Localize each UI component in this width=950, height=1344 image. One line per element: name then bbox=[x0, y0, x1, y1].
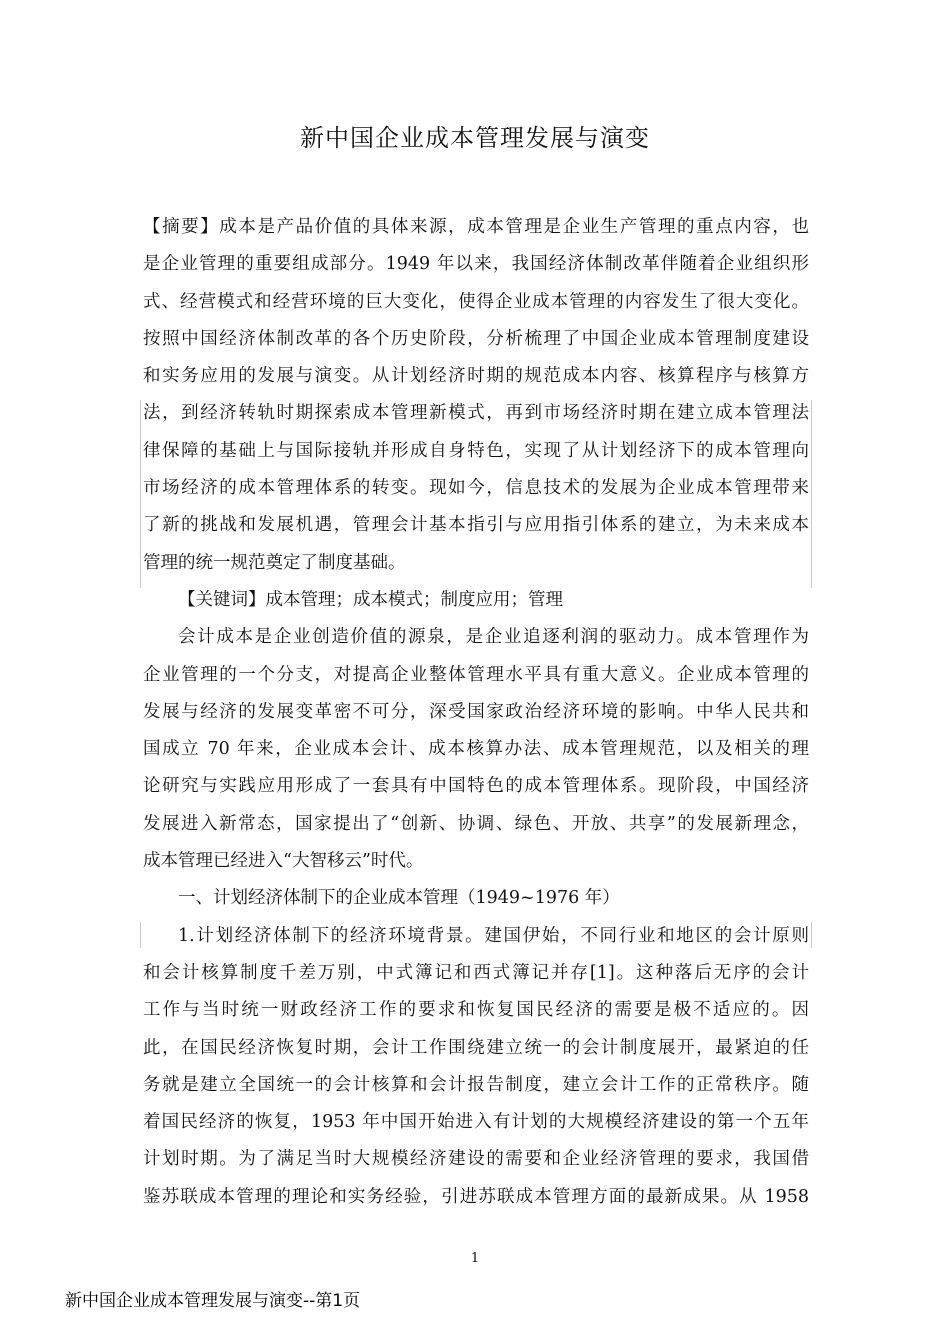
text-line: 论研究与实践应用形成了一套具有中国特色的成本管理体系。现阶段，中国经济 bbox=[143, 776, 809, 797]
text-line: 1.计划经济体制下的经济环境背景。建国伊始，不同行业和地区的会计原则 bbox=[178, 925, 809, 946]
text-line: 律保障的基础上与国际接轨并形成自身特色，实现了从计划经济下的成本管理向 bbox=[143, 440, 809, 461]
text-line: 【关键词】成本管理；成本模式；制度应用；管理 bbox=[178, 589, 563, 610]
margin-rule-left bbox=[140, 400, 141, 588]
text-line: 国成立 70 年来，企业成本会计、成本核算办法、成本管理规范，以及相关的理 bbox=[143, 739, 809, 760]
text-line: 式、经营模式和经营环境的巨大变化，使得企业成本管理的内容发生了很大变化。 bbox=[143, 291, 809, 312]
text-line: 鉴苏联成本管理的理论和实务经验，引进苏联成本管理方面的最新成果。从 1958 bbox=[143, 1186, 809, 1207]
margin-rule-right-2 bbox=[811, 922, 812, 948]
text-line: 按照中国经济体制改革的各个历史阶段，分析梳理了中国企业成本管理制度建设 bbox=[143, 328, 809, 349]
text-line: 企业管理的一个分支，对提高企业整体管理水平具有重大意义。企业成本管理的 bbox=[143, 664, 809, 685]
page-number: 1 bbox=[470, 1251, 480, 1266]
text-line: 着国民经济的恢复，1953 年中国开始进入有计划的大规模经济建设的第一个五年 bbox=[143, 1112, 809, 1133]
text-line: 会计成本是企业创造价值的源泉，是企业追逐利润的驱动力。成本管理作为 bbox=[178, 627, 809, 648]
text-line: 一、计划经济体制下的企业成本管理（1949~1976 年） bbox=[178, 888, 620, 909]
text-line: 是企业管理的重要组成部分。1949 年以来，我国经济体制改革伴随着企业组织形 bbox=[143, 254, 809, 275]
text-line: 工作与当时统一财政经济工作的要求和恢复国民经济的需要是极不适应的。因 bbox=[143, 1000, 809, 1021]
text-line: 市场经济的成本管理体系的转变。现如今，信息技术的发展为企业成本管理带来 bbox=[143, 478, 809, 499]
text-line: 务就是建立全国统一的会计核算和会计报告制度，建立会计工作的正常秩序。随 bbox=[143, 1074, 809, 1095]
text-line: 此，在国民经济恢复时期，会计工作围绕建立统一的会计制度展开，最紧迫的任 bbox=[143, 1037, 809, 1058]
text-line: 和会计核算制度千差万别，中式簿记和西式簿记并存[1]。这种落后无序的会计 bbox=[143, 962, 809, 983]
text-line: 【摘要】成本是产品价值的具体来源，成本管理是企业生产管理的重点内容，也 bbox=[143, 217, 809, 237]
text-line: 发展进入新常态，国家提出了“创新、协调、绿色、开放、共享”的发展新理念， bbox=[143, 813, 809, 834]
text-line: 计划时期。为了满足当时大规模经济建设的需要和企业经济管理的要求，我国借 bbox=[143, 1149, 809, 1170]
document-body bbox=[143, 209, 809, 1216]
text-line: 了新的挑战和发展机遇，管理会计基本指引与应用指引体系的建立，为未来成本 bbox=[143, 515, 809, 536]
page-footer: 新中国企业成本管理发展与演变--第1页 bbox=[65, 1291, 361, 1311]
text-line: 和实务应用的发展与演变。从计划经济时期的规范成本内容、核算程序与核算方 bbox=[143, 366, 809, 387]
text-line: 法，到经济转轨时期探索成本管理新模式，再到市场经济时期在建立成本管理法 bbox=[143, 403, 809, 424]
text-line: 管理的统一规范奠定了制度基础。 bbox=[143, 552, 406, 573]
text-line: 发展与经济的发展变革密不可分，深受国家政治经济环境的影响。中华人民共和 bbox=[143, 701, 809, 722]
margin-rule-right bbox=[811, 400, 812, 588]
margin-rule-left-2 bbox=[140, 922, 141, 948]
document-title: 新中国企业成本管理发展与演变 bbox=[300, 124, 650, 152]
text-line: 成本管理已经进入“大智移云”时代。 bbox=[143, 851, 424, 872]
